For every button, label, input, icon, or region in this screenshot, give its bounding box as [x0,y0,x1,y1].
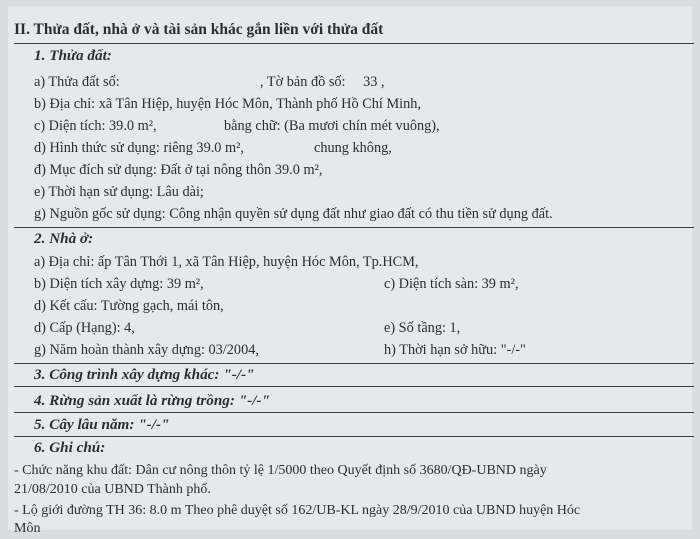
land-use-origin: g) Nguồn gốc sử dụng: Công nhận quyền sử dụng đất như giao đất có thu tiền sử dụng đất. [34,206,553,222]
house-ownership-term: h) Thời hạn sở hữu: "-/-" [384,342,526,358]
house-floor-area: c) Diện tích sàn: 39 m², [384,276,519,292]
note-zoning-line2: 21/08/2010 của UBND Thành phố. [14,482,211,497]
house-build-area: b) Diện tích xây dựng: 39 m², [34,276,204,292]
certificate-section [14,10,694,536]
divider [14,412,694,413]
parcel-label: a) Thửa đất số: [34,74,120,90]
land-parcel-number [34,72,120,92]
map-sheet [260,72,385,92]
production-forest: 4. Rừng sản xuất là rừng trồng: "-/-" [34,392,270,409]
perennial-trees: 5. Cây lâu năm: "-/-" [34,416,170,433]
note-road-line1: - Lộ giới đường TH 36: 8.0 m Theo phê duyệt số 162/UB-KL ngày 28/9/2010 của UBND huyện Hóc [14,503,581,518]
note-road-line2: Môn [14,521,41,536]
house-grade: d) Cấp (Hạng): 4, [34,320,135,336]
land-use-purpose: đ) Mục đích sử dụng: Đất ở tại nông thôn 39.0 m², [34,162,323,178]
land-area: c) Diện tích: 39.0 m², [34,118,157,134]
house-structure: d) Kết cấu: Tường gạch, mái tôn, [34,298,224,314]
other-works: 3. Công trình xây dựng khác: "-/-" [34,366,255,383]
house-heading: 2. Nhà ở: [34,230,94,247]
section-title: II. Thửa đất, nhà ở và tài sản khác gắn liền với thửa đất [14,21,384,38]
note-zoning-line1: - Chức năng khu đất: Dân cư nông thôn tỷ lệ 1/5000 theo Quyết định số 3680/QĐ-UBND ngày [14,463,547,478]
land-use-form: d) Hình thức sử dụng: riêng 39.0 m², [34,140,244,156]
house-floors: e) Số tầng: 1, [384,320,461,336]
land-heading: 1. Thửa đất: [34,47,112,64]
map-sheet-label: , Tờ bản đồ số: [260,74,346,90]
divider [14,436,694,437]
land-area-words: bằng chữ: (Ba mươi chín mét vuông), [224,118,440,134]
land-address: b) Địa chỉ: xã Tân Hiệp, huyện Hóc Môn, Thành phố Hồ Chí Minh, [34,96,422,112]
notes-heading: 6. Ghi chú: [34,439,106,456]
land-use-shared: chung không, [314,140,392,156]
divider [14,386,694,387]
divider [14,363,694,364]
divider [14,43,694,44]
house-completion-year: g) Năm hoàn thành xây dựng: 03/2004, [34,342,259,358]
map-sheet-value: 33 , [363,74,385,90]
land-use-term: e) Thời hạn sử dụng: Lâu dài; [34,184,204,200]
house-address: a) Địa chỉ: ấp Tân Thới 1, xã Tân Hiệp, huyện Hóc Môn, Tp.HCM, [34,254,419,270]
divider [14,227,694,228]
